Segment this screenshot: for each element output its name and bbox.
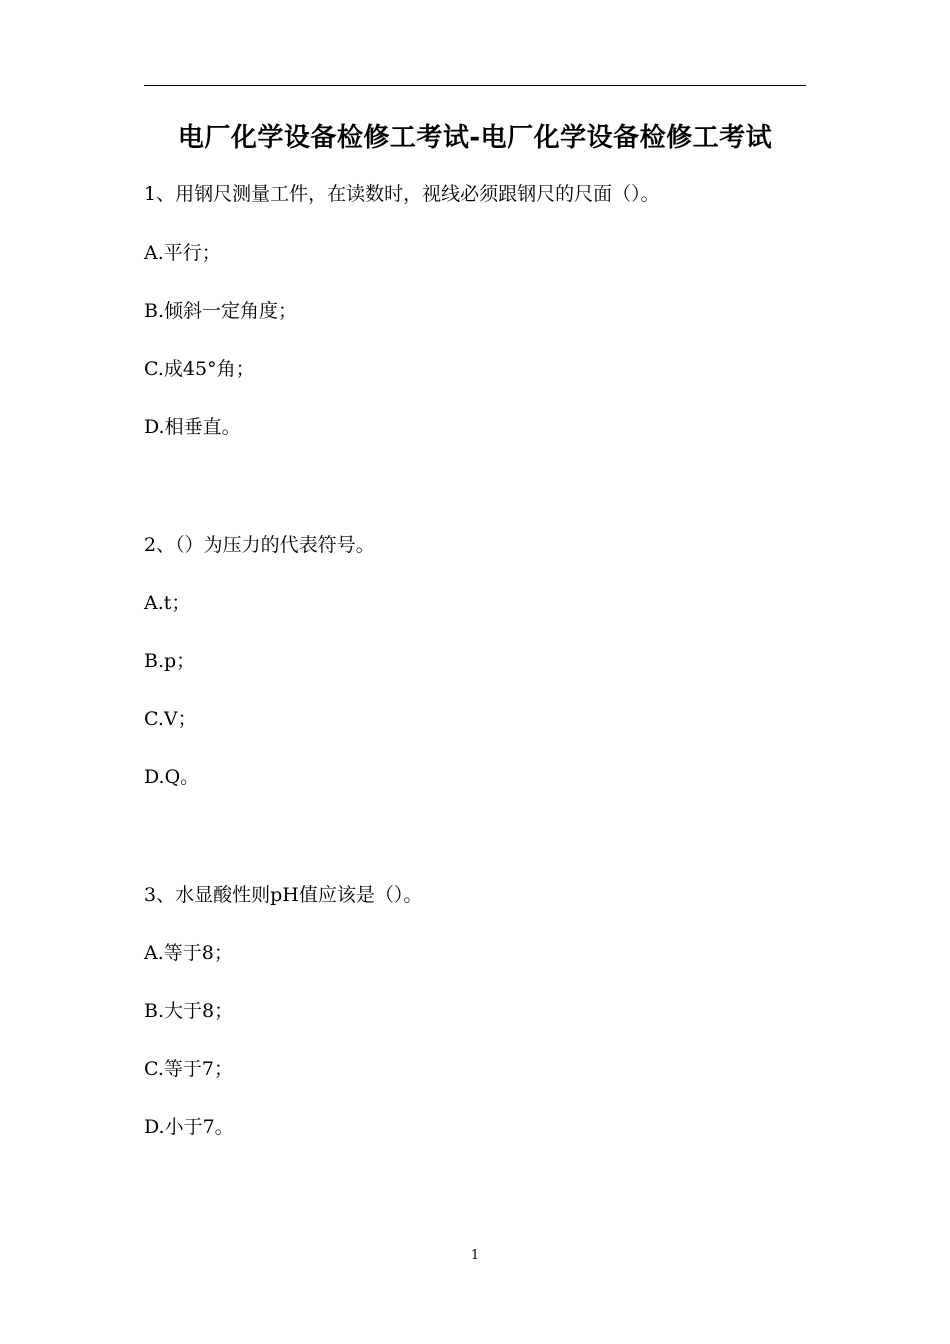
question-3-option-a: A.等于8；	[144, 942, 233, 964]
question-3-option-c: C.等于7；	[144, 1058, 233, 1080]
question-1-stem: 1、用钢尺测量工件，在读数时，视线必须跟钢尺的尺面（）。	[144, 183, 660, 205]
page-number: 1	[470, 1248, 480, 1263]
question-3-option-b: B.大于8；	[144, 1000, 234, 1022]
question-2-option-a: A.t；	[144, 592, 191, 614]
header-rule	[144, 85, 806, 86]
question-1-option-b: B.倾斜一定角度；	[144, 300, 298, 322]
question-1-option-c: C.成45°角；	[144, 358, 255, 380]
question-2-option-b: B.p；	[144, 650, 196, 672]
question-2-option-d: D.Q。	[144, 766, 200, 788]
question-3-option-d: D.小于7。	[144, 1116, 234, 1138]
document-title: 电厂化学设备检修工考试-电厂化学设备检修工考试	[177, 123, 773, 153]
question-2-option-c: C.V；	[144, 708, 197, 730]
question-2-stem: 2、（）为压力的代表符号。	[144, 534, 375, 556]
question-3-stem: 3、水显酸性则pH值应该是（）。	[144, 884, 423, 906]
question-1-option-a: A.平行；	[144, 242, 221, 264]
question-1-option-d: D.相垂直。	[144, 416, 241, 438]
